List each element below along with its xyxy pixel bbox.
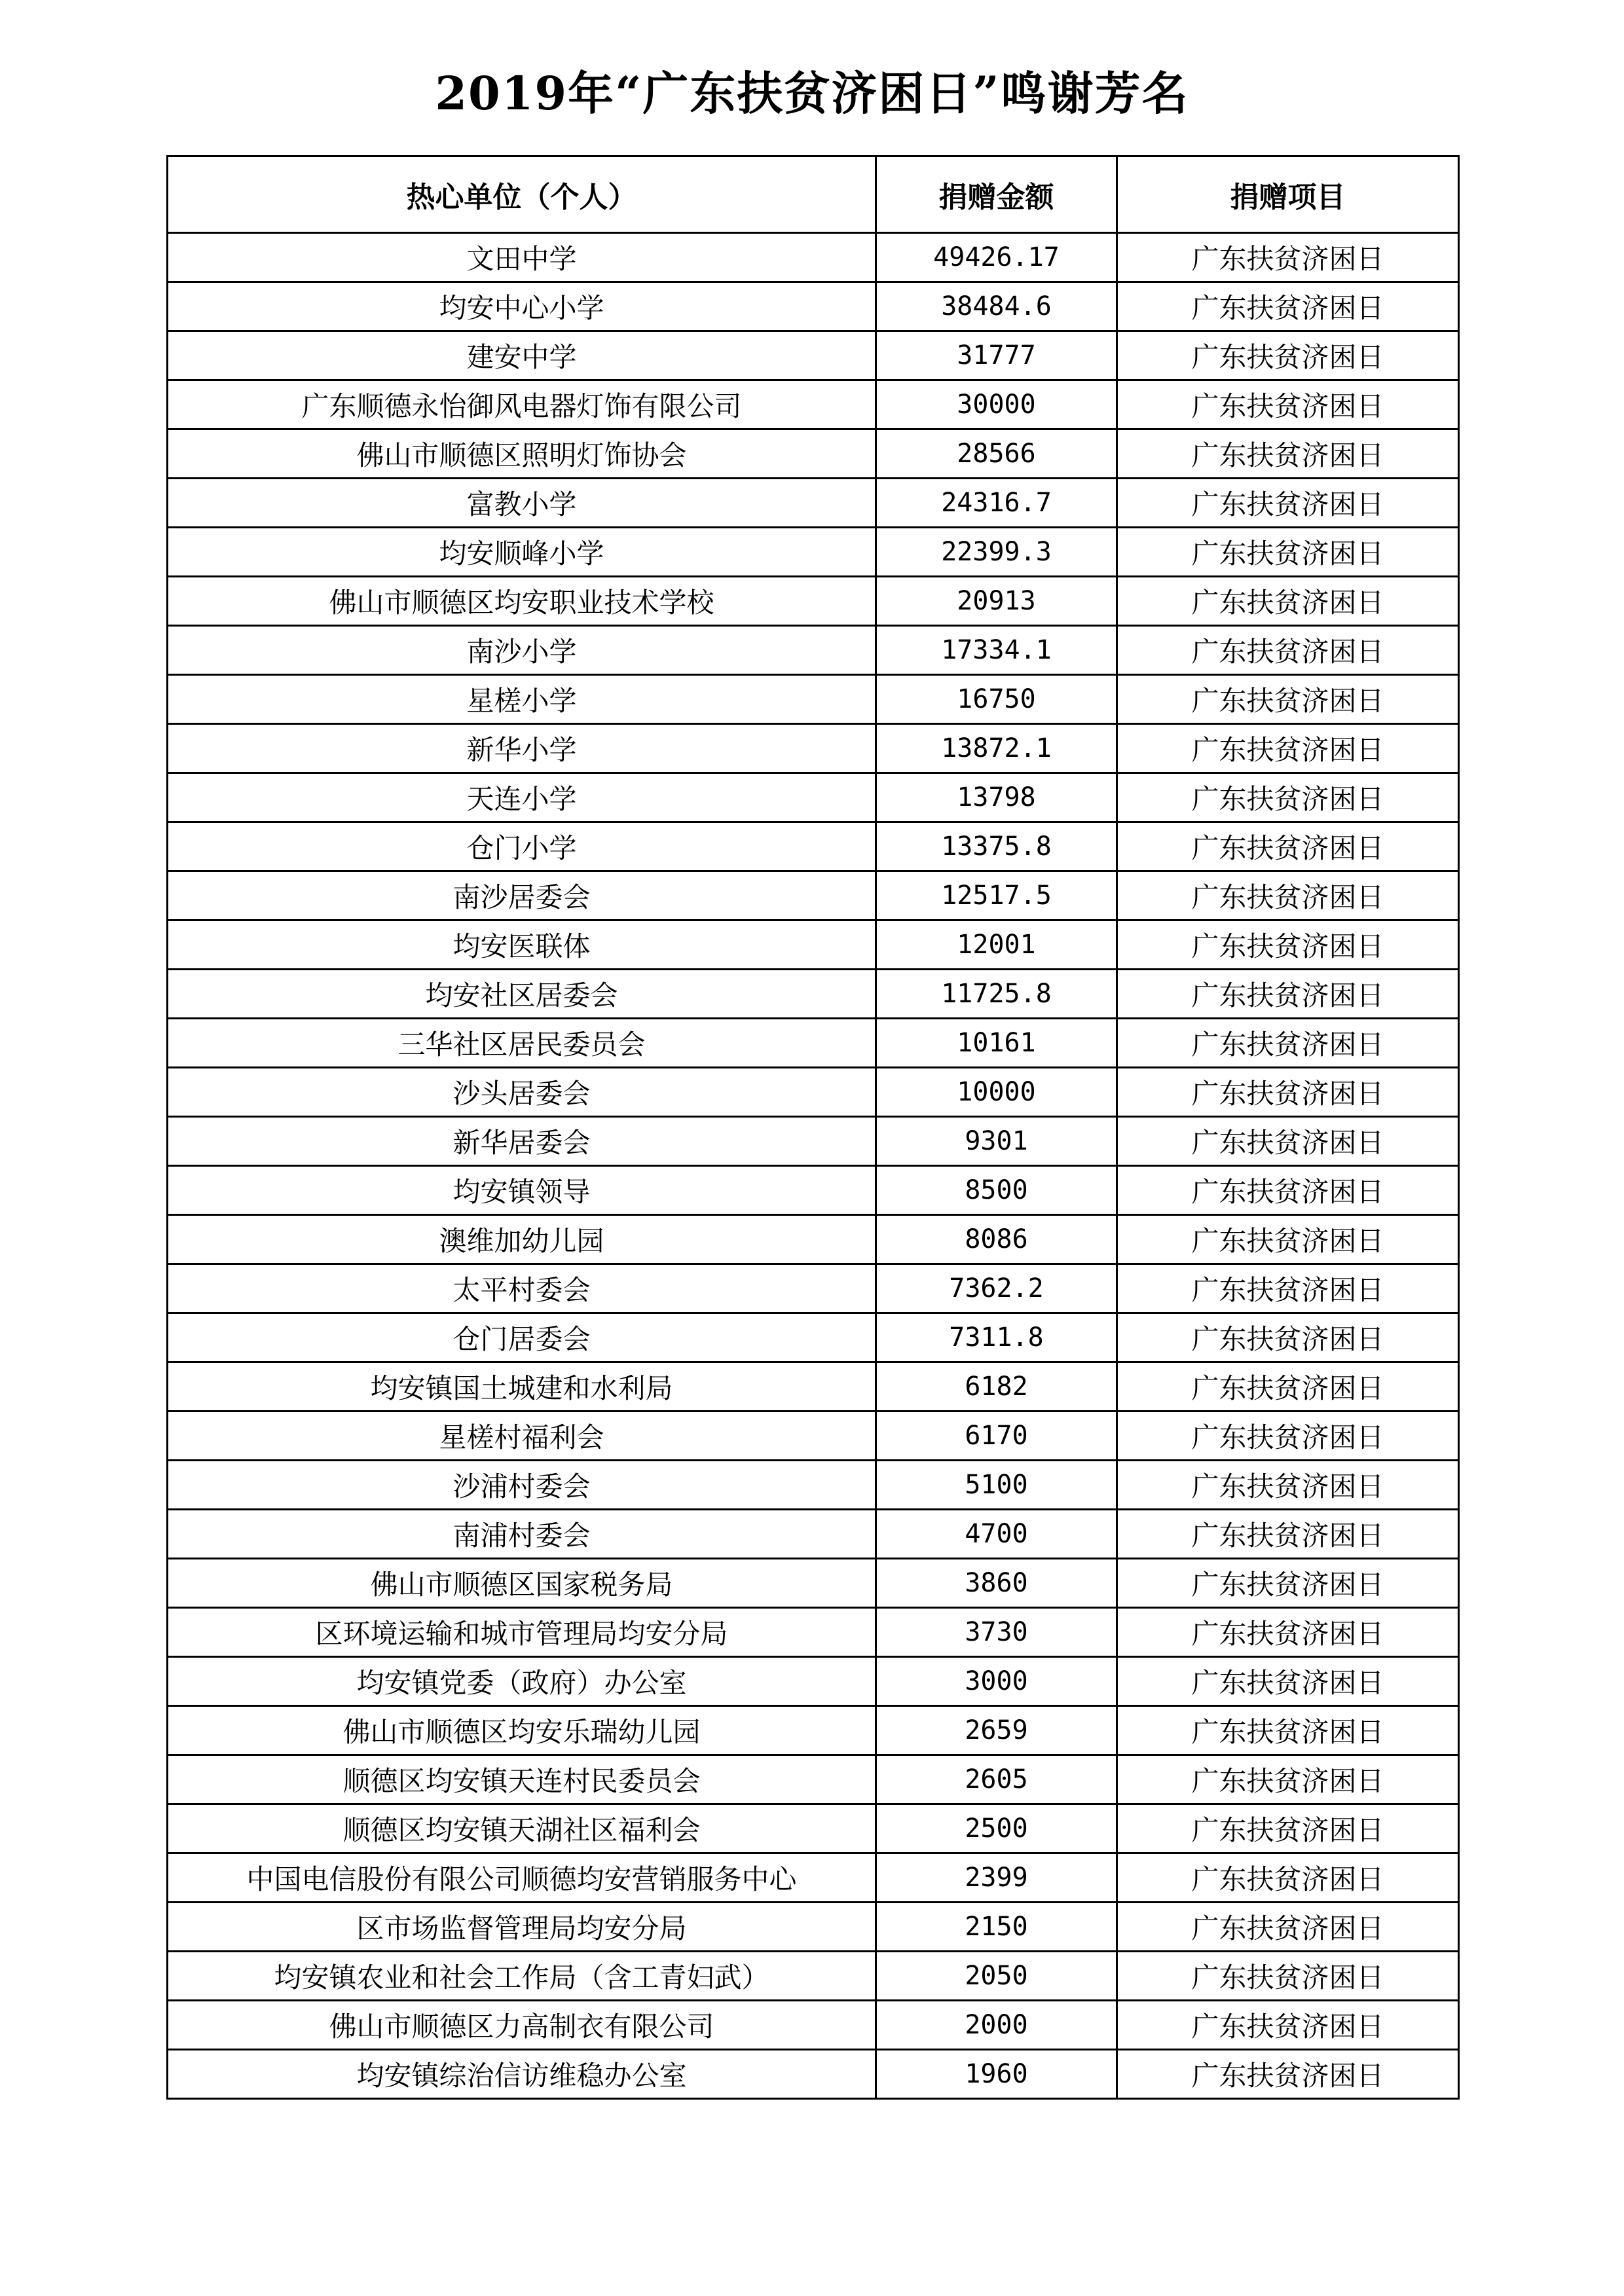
- donation-project-cell: 广东扶贫济困日: [1117, 282, 1459, 331]
- donor-name-cell: 广东顺德永怡御风电器灯饰有限公司: [168, 380, 876, 429]
- donation-amount-cell: 6182: [876, 1362, 1117, 1412]
- donor-name-cell: 沙头居委会: [168, 1068, 876, 1117]
- table-row: [168, 675, 1459, 724]
- donor-name-cell: 均安社区居委会: [168, 970, 876, 1019]
- donor-name-cell: 南沙居委会: [168, 871, 876, 920]
- donation-amount-cell: 3860: [876, 1559, 1117, 1608]
- table-row: [168, 1313, 1459, 1362]
- donor-name-cell: 南浦村委会: [168, 1510, 876, 1559]
- donation-project-cell: 广东扶贫济困日: [1117, 1755, 1459, 1804]
- donation-amount-cell: 2050: [876, 1952, 1117, 2001]
- donation-project-cell: 广东扶贫济困日: [1117, 1215, 1459, 1264]
- donation-project-cell: 广东扶贫济困日: [1117, 970, 1459, 1019]
- donation-amount-cell: 12001: [876, 920, 1117, 970]
- table-row: [168, 528, 1459, 577]
- donation-project-cell: 广东扶贫济困日: [1117, 724, 1459, 773]
- donation-amount-cell: 2659: [876, 1706, 1117, 1755]
- table-row: [168, 1755, 1459, 1804]
- donation-amount-cell: 11725.8: [876, 970, 1117, 1019]
- donor-name-cell: 星槎小学: [168, 675, 876, 724]
- table-row: [168, 331, 1459, 380]
- donation-project-cell: 广东扶贫济困日: [1117, 1559, 1459, 1608]
- column-header-donor: 热心单位（个人）: [168, 156, 876, 233]
- table-row: [168, 1166, 1459, 1215]
- donation-amount-cell: 13872.1: [876, 724, 1117, 773]
- donation-project-cell: 广东扶贫济困日: [1117, 773, 1459, 822]
- donation-amount-cell: 3000: [876, 1657, 1117, 1706]
- donation-amount-cell: 17334.1: [876, 626, 1117, 675]
- donation-project-cell: 广东扶贫济困日: [1117, 429, 1459, 479]
- donation-amount-cell: 38484.6: [876, 282, 1117, 331]
- donation-amount-cell: 22399.3: [876, 528, 1117, 577]
- donation-project-cell: 广东扶贫济困日: [1117, 871, 1459, 920]
- donation-project-cell: 广东扶贫济困日: [1117, 1412, 1459, 1461]
- donation-amount-cell: 2150: [876, 1903, 1117, 1952]
- donation-project-cell: 广东扶贫济困日: [1117, 479, 1459, 528]
- donor-name-cell: 建安中学: [168, 331, 876, 380]
- donation-project-cell: 广东扶贫济困日: [1117, 331, 1459, 380]
- table-row: [168, 1461, 1459, 1510]
- donor-name-cell: 佛山市顺德区照明灯饰协会: [168, 429, 876, 479]
- donation-amount-cell: 13375.8: [876, 822, 1117, 871]
- donation-project-cell: 广东扶贫济困日: [1117, 1706, 1459, 1755]
- donation-project-cell: 广东扶贫济困日: [1117, 528, 1459, 577]
- table-row: [168, 1657, 1459, 1706]
- donation-project-cell: 广东扶贫济困日: [1117, 1804, 1459, 1853]
- table-row: [168, 773, 1459, 822]
- table-row: [168, 282, 1459, 331]
- table-row: [168, 380, 1459, 429]
- donation-amount-cell: 31777: [876, 331, 1117, 380]
- table-row: [168, 822, 1459, 871]
- donation-amount-cell: 4700: [876, 1510, 1117, 1559]
- donation-project-cell: 广东扶贫济困日: [1117, 675, 1459, 724]
- donor-name-cell: 南沙小学: [168, 626, 876, 675]
- donation-project-cell: 广东扶贫济困日: [1117, 920, 1459, 970]
- donation-project-cell: 广东扶贫济困日: [1117, 2001, 1459, 2050]
- donation-project-cell: 广东扶贫济困日: [1117, 1313, 1459, 1362]
- donation-amount-cell: 1960: [876, 2050, 1117, 2099]
- donation-amount-cell: 10161: [876, 1019, 1117, 1068]
- donation-project-cell: 广东扶贫济困日: [1117, 822, 1459, 871]
- donation-amount-cell: 12517.5: [876, 871, 1117, 920]
- table-row: [168, 1068, 1459, 1117]
- donor-name-cell: 顺德区均安镇天连村民委员会: [168, 1755, 876, 1804]
- donor-name-cell: 均安顺峰小学: [168, 528, 876, 577]
- donation-project-cell: 广东扶贫济困日: [1117, 1117, 1459, 1166]
- donor-name-cell: 仓门小学: [168, 822, 876, 871]
- donation-amount-cell: 8500: [876, 1166, 1117, 1215]
- donor-name-cell: 富教小学: [168, 479, 876, 528]
- donation-project-cell: 广东扶贫济困日: [1117, 380, 1459, 429]
- table-row: [168, 1362, 1459, 1412]
- donation-project-cell: 广东扶贫济困日: [1117, 1019, 1459, 1068]
- table-body: [168, 233, 1459, 2099]
- donor-name-cell: 佛山市顺德区国家税务局: [168, 1559, 876, 1608]
- donation-amount-cell: 16750: [876, 675, 1117, 724]
- donation-amount-cell: 9301: [876, 1117, 1117, 1166]
- donation-amount-cell: 8086: [876, 1215, 1117, 1264]
- donor-name-cell: 均安医联体: [168, 920, 876, 970]
- table-row: [168, 233, 1459, 282]
- table-row: [168, 970, 1459, 1019]
- column-header-amount: 捐赠金额: [876, 156, 1117, 233]
- table-row: [168, 724, 1459, 773]
- donor-name-cell: 天连小学: [168, 773, 876, 822]
- table-row: [168, 1903, 1459, 1952]
- donation-project-cell: 广东扶贫济困日: [1117, 1264, 1459, 1313]
- donation-amount-cell: 7311.8: [876, 1313, 1117, 1362]
- donor-name-cell: 佛山市顺德区均安职业技术学校: [168, 577, 876, 626]
- table-header-row: [168, 156, 1459, 233]
- donation-amount-cell: 5100: [876, 1461, 1117, 1510]
- donation-amount-cell: 30000: [876, 380, 1117, 429]
- donor-name-cell: 均安镇国土城建和水利局: [168, 1362, 876, 1412]
- table-row: [168, 429, 1459, 479]
- table-row: [168, 479, 1459, 528]
- donation-project-cell: 广东扶贫济困日: [1117, 577, 1459, 626]
- table-row: [168, 2050, 1459, 2099]
- donation-project-cell: 广东扶贫济困日: [1117, 1166, 1459, 1215]
- column-header-project: 捐赠项目: [1117, 156, 1459, 233]
- donation-project-cell: 广东扶贫济困日: [1117, 1903, 1459, 1952]
- donor-name-cell: 文田中学: [168, 233, 876, 282]
- donation-project-cell: 广东扶贫济困日: [1117, 2050, 1459, 2099]
- donor-table: [166, 155, 1460, 2100]
- table-row: [168, 2001, 1459, 2050]
- donor-name-cell: 太平村委会: [168, 1264, 876, 1313]
- table-row: [168, 1706, 1459, 1755]
- table-row: [168, 1117, 1459, 1166]
- donor-name-cell: 佛山市顺德区力高制衣有限公司: [168, 2001, 876, 2050]
- table-row: [168, 1804, 1459, 1853]
- donation-project-cell: 广东扶贫济困日: [1117, 1461, 1459, 1510]
- donation-project-cell: 广东扶贫济困日: [1117, 1657, 1459, 1706]
- table-row: [168, 1264, 1459, 1313]
- donation-amount-cell: 24316.7: [876, 479, 1117, 528]
- table-row: [168, 1952, 1459, 2001]
- donor-name-cell: 新华小学: [168, 724, 876, 773]
- donation-amount-cell: 10000: [876, 1068, 1117, 1117]
- page-title: 2019年“广东扶贫济困日”鸣谢芳名: [435, 66, 1189, 120]
- table-row: [168, 626, 1459, 675]
- donor-name-cell: 中国电信股份有限公司顺德均安营销服务中心: [168, 1853, 876, 1903]
- donation-project-cell: 广东扶贫济困日: [1117, 1853, 1459, 1903]
- donor-name-cell: 三华社区居民委员会: [168, 1019, 876, 1068]
- table-row: [168, 577, 1459, 626]
- donation-project-cell: 广东扶贫济困日: [1117, 1608, 1459, 1657]
- donor-name-cell: 顺德区均安镇天湖社区福利会: [168, 1804, 876, 1853]
- donation-amount-cell: 3730: [876, 1608, 1117, 1657]
- donor-name-cell: 仓门居委会: [168, 1313, 876, 1362]
- donation-project-cell: 广东扶贫济困日: [1117, 1362, 1459, 1412]
- donor-name-cell: 均安镇党委（政府）办公室: [168, 1657, 876, 1706]
- table-row: [168, 871, 1459, 920]
- donor-name-cell: 佛山市顺德区均安乐瑞幼儿园: [168, 1706, 876, 1755]
- donation-amount-cell: 2399: [876, 1853, 1117, 1903]
- donation-amount-cell: 20913: [876, 577, 1117, 626]
- table-row: [168, 1412, 1459, 1461]
- donor-name-cell: 均安镇领导: [168, 1166, 876, 1215]
- donor-name-cell: 新华居委会: [168, 1117, 876, 1166]
- table-row: [168, 1853, 1459, 1903]
- donor-name-cell: 均安镇农业和社会工作局（含工青妇武）: [168, 1952, 876, 2001]
- table-row: [168, 1608, 1459, 1657]
- donor-name-cell: 星槎村福利会: [168, 1412, 876, 1461]
- table-row: [168, 1019, 1459, 1068]
- donor-name-cell: 区环境运输和城市管理局均安分局: [168, 1608, 876, 1657]
- donation-project-cell: 广东扶贫济困日: [1117, 626, 1459, 675]
- donation-amount-cell: 6170: [876, 1412, 1117, 1461]
- table-row: [168, 1559, 1459, 1608]
- donation-amount-cell: 28566: [876, 429, 1117, 479]
- donation-amount-cell: 49426.17: [876, 233, 1117, 282]
- donation-amount-cell: 7362.2: [876, 1264, 1117, 1313]
- donation-amount-cell: 2500: [876, 1804, 1117, 1853]
- donor-name-cell: 沙浦村委会: [168, 1461, 876, 1510]
- donor-name-cell: 均安中心小学: [168, 282, 876, 331]
- donor-name-cell: 区市场监督管理局均安分局: [168, 1903, 876, 1952]
- donation-project-cell: 广东扶贫济困日: [1117, 233, 1459, 282]
- table-row: [168, 920, 1459, 970]
- donation-project-cell: 广东扶贫济困日: [1117, 1068, 1459, 1117]
- donation-amount-cell: 2605: [876, 1755, 1117, 1804]
- table-row: [168, 1510, 1459, 1559]
- donation-project-cell: 广东扶贫济困日: [1117, 1952, 1459, 2001]
- donation-amount-cell: 2000: [876, 2001, 1117, 2050]
- donor-name-cell: 澳维加幼儿园: [168, 1215, 876, 1264]
- table-row: [168, 1215, 1459, 1264]
- donation-amount-cell: 13798: [876, 773, 1117, 822]
- donor-name-cell: 均安镇综治信访维稳办公室: [168, 2050, 876, 2099]
- donation-project-cell: 广东扶贫济困日: [1117, 1510, 1459, 1559]
